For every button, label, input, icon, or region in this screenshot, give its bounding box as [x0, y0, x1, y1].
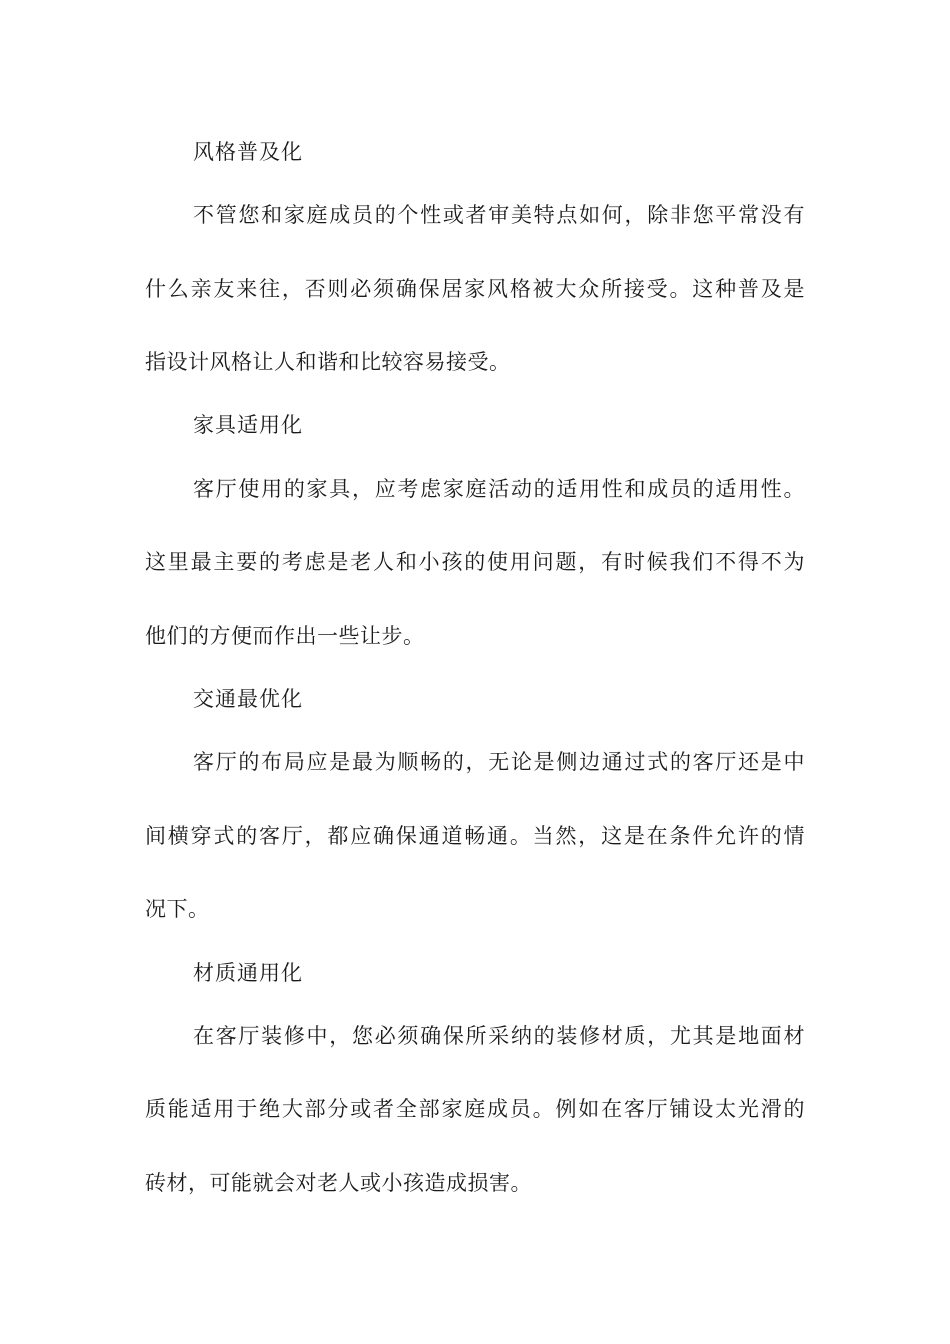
- section-heading: 家具适用化: [193, 413, 303, 437]
- paragraph-line: 质能适用于绝大部分或者全部家庭成员。例如在客厅铺设太光滑的: [145, 1097, 805, 1121]
- paragraph-line: 间横穿式的客厅，都应确保通道畅通。当然，这是在条件允许的情: [145, 824, 805, 848]
- section-heading: 交通最优化: [193, 687, 303, 711]
- paragraph-line: 什么亲友来往，否则必须确保居家风格被大众所接受。这种普及是: [145, 277, 805, 301]
- paragraph-line: 不管您和家庭成员的个性或者审美特点如何，除非您平常没有: [193, 203, 805, 227]
- paragraph-line: 指设计风格让人和谐和比较容易接受。: [145, 350, 511, 374]
- paragraph-line: 他们的方便而作出一些让步。: [145, 624, 425, 648]
- paragraph-line: 客厅的布局应是最为顺畅的，无论是侧边通过式的客厅还是中: [193, 750, 805, 774]
- paragraph-line: 客厅使用的家具，应考虑家庭活动的适用性和成员的适用性。: [193, 477, 805, 501]
- section-heading: 风格普及化: [193, 140, 303, 164]
- section-heading: 材质通用化: [193, 961, 303, 985]
- paragraph-line: 这里最主要的考虑是老人和小孩的使用问题，有时候我们不得不为: [145, 550, 805, 574]
- paragraph-line: 况下。: [145, 897, 210, 921]
- paragraph-line: 砖材，可能就会对老人或小孩造成损害。: [145, 1171, 532, 1195]
- paragraph-line: 在客厅装修中，您必须确保所采纳的装修材质，尤其是地面材: [193, 1024, 805, 1048]
